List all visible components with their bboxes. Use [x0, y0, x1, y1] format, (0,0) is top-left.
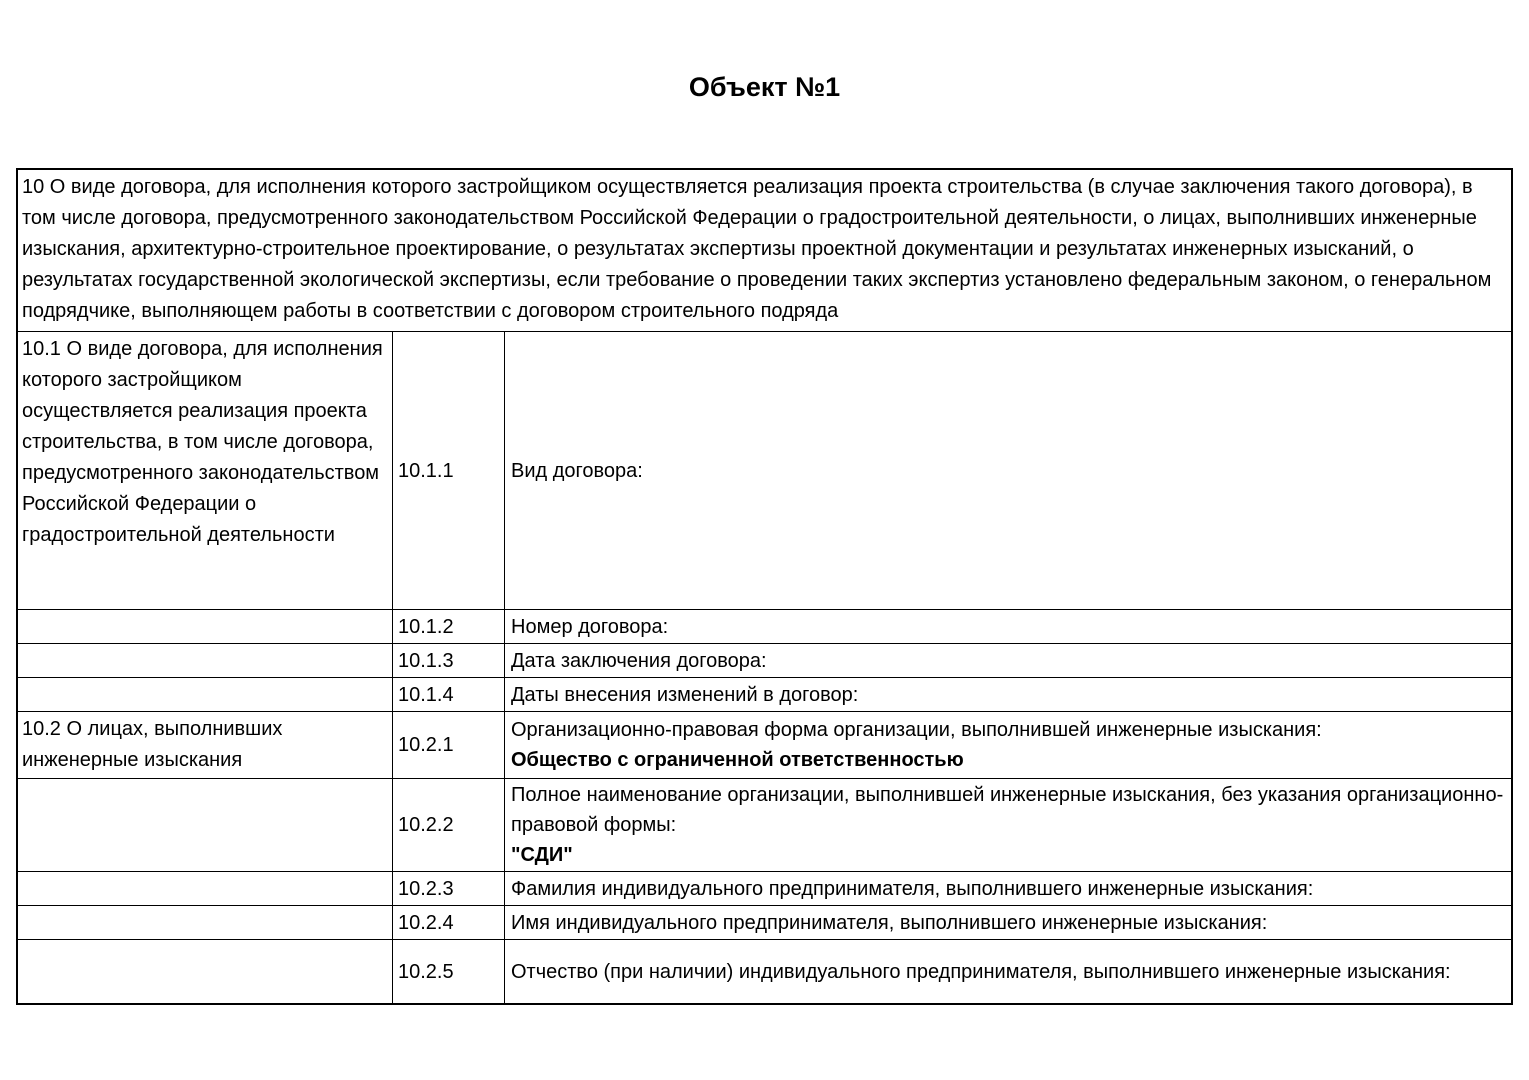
row-number: 10.1.4 — [398, 683, 454, 706]
field-label: Даты внесения изменений в договор: — [511, 683, 859, 706]
row-number: 10.1.3 — [398, 649, 454, 672]
field-label: Вид договора: — [511, 459, 643, 482]
row-number: 10.2.4 — [398, 911, 454, 934]
table-body — [18, 331, 1511, 1003]
row-content-cell — [504, 872, 1511, 905]
field-label: Имя индивидуального предпринимателя, выполнившего инженерные изыскания: — [511, 911, 1268, 934]
table-row — [18, 677, 1511, 711]
row-number: 10.2.2 — [398, 814, 454, 836]
row-number-cell — [392, 906, 504, 939]
field-label: Полное наименование организации, выполнившей инженерные изыскания, без указания организационно-правовой формы: — [511, 784, 1504, 836]
table-row — [18, 643, 1511, 677]
row-description-cell — [18, 678, 392, 711]
field-value: Общество с ограниченной ответственностью — [511, 749, 964, 771]
row-description-cell — [18, 906, 392, 939]
row-description-cell — [18, 940, 392, 1003]
field-value: "СДИ" — [511, 844, 573, 866]
row-content-cell — [504, 610, 1511, 643]
table-row — [18, 331, 1511, 609]
row-content-cell — [504, 678, 1511, 711]
row-content-cell — [504, 906, 1511, 939]
row-number-cell — [392, 940, 504, 1003]
row-number-cell — [392, 779, 504, 871]
row-content-cell — [504, 332, 1511, 609]
table-row — [18, 871, 1511, 905]
row-description-cell — [18, 610, 392, 643]
row-description-cell — [18, 644, 392, 677]
row-description-cell — [18, 779, 392, 871]
table-row — [18, 939, 1511, 1003]
row-content-cell — [504, 644, 1511, 677]
field-label: Номер договора: — [511, 615, 669, 638]
row-number: 10.2.1 — [398, 734, 454, 756]
row-number-cell — [392, 644, 504, 677]
row-number: 10.1.1 — [398, 459, 454, 482]
section-10-header: 10 О виде договора, для исполнения которого застройщиком осуществляется реализация проекта строительства (в случае заключения такого договора), в том числе договора, предусмотренного законодательством Российской Федерации о градостроительной деятельности, о лицах, выполнивших инженерные изыскания, архитектурно-строительное проектирование, о результатах экспертизы проектной документации и результатах инженерных изысканий, о результатах государственной экологической экспертизы, если требование о проведении таких экспертиз установлено федеральным законом, о генеральном подрядчике, выполняющем работы в соответствии с договором строительного подряда — [22, 176, 1492, 322]
row-number-cell — [392, 332, 504, 609]
row-content-cell — [504, 712, 1511, 778]
row-number-cell — [392, 712, 504, 778]
row-number-cell — [392, 610, 504, 643]
table-row — [18, 711, 1511, 778]
row-number-cell — [392, 872, 504, 905]
row-description-cell — [18, 872, 392, 905]
declaration-table — [16, 168, 1513, 1005]
row-description-cell: 10.1 О виде договора, для исполнения которого застройщиком осуществляется реализация проекта строительства, в том числе договора, предусмотренного законодательством Российской Федерации о градостроительной деятельности — [22, 338, 383, 546]
table-row — [18, 905, 1511, 939]
row-content-cell — [504, 940, 1511, 1003]
field-label: Фамилия индивидуального предпринимателя, выполнившего инженерные изыскания: — [511, 877, 1314, 900]
row-number: 10.2.5 — [398, 960, 454, 983]
row-number: 10.1.2 — [398, 615, 454, 638]
table-row — [18, 609, 1511, 643]
page-title: Объект №1 — [688, 72, 841, 102]
field-label: Дата заключения договора: — [511, 649, 767, 672]
row-content-cell — [504, 779, 1511, 871]
row-number: 10.2.3 — [398, 877, 454, 900]
row-description-cell: 10.2 О лицах, выполнивших инженерные изыскания — [22, 718, 283, 771]
field-label: Организационно-правовая форма организации, выполнившей инженерные изыскания: — [511, 719, 1322, 741]
table-row — [18, 778, 1511, 871]
row-number-cell — [392, 678, 504, 711]
field-label: Отчество (при наличии) индивидуального предпринимателя, выполнившего инженерные изыскания: — [511, 960, 1451, 983]
